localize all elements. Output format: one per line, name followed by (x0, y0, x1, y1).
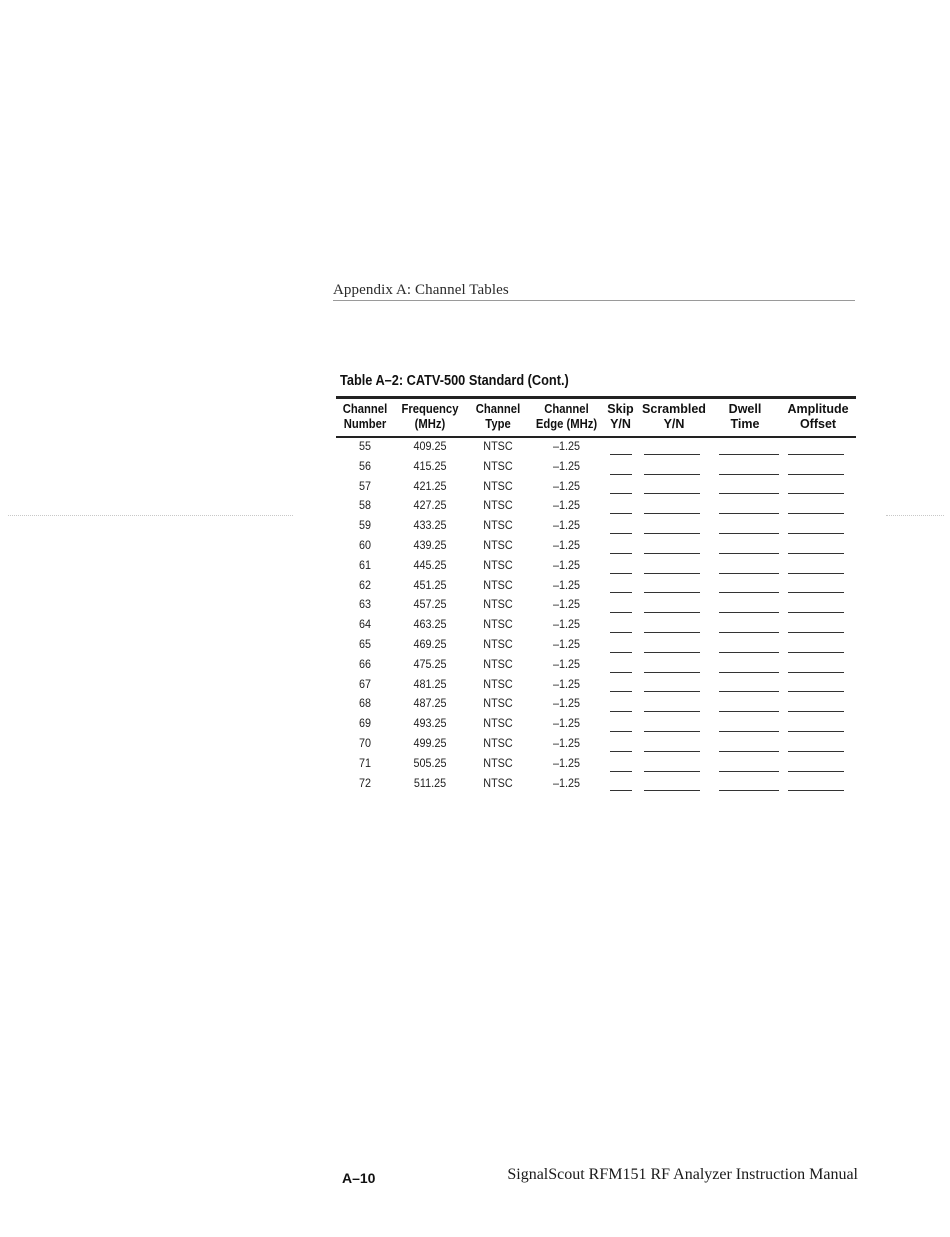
cell-channel-type: NTSC (483, 458, 513, 473)
blank-dwell-time (710, 596, 780, 616)
cell-frequency: 511.25 (413, 775, 447, 790)
fill-in-line (719, 652, 779, 653)
cell-channel-number: 55 (358, 439, 372, 453)
blank-scrambled (638, 616, 710, 636)
fill-in-line (788, 751, 844, 752)
cell-channel-edge: –1.25 (552, 617, 581, 632)
fill-in-line (644, 493, 700, 494)
cell-channel-number: 66 (358, 656, 372, 671)
fill-in-line (610, 493, 632, 494)
cell-channel-number: 70 (358, 735, 372, 750)
cell-channel-edge: –1.25 (552, 577, 581, 592)
fill-in-line (644, 672, 700, 673)
fill-in-line (610, 454, 632, 455)
fill-in-line (644, 612, 700, 613)
cell-channel-type: NTSC (483, 439, 513, 453)
blank-skip (603, 616, 638, 636)
fill-in-line (788, 474, 844, 475)
cell-channel-type: NTSC (483, 597, 513, 612)
fill-in-line (719, 592, 779, 593)
blank-skip (603, 695, 638, 715)
table-row (336, 517, 856, 537)
cell-frequency: 439.25 (413, 537, 447, 552)
cell-channel-type: NTSC (483, 716, 513, 731)
cell-channel-number: 68 (358, 696, 372, 711)
cell-channel-edge: –1.25 (552, 755, 581, 770)
fill-in-line (788, 672, 844, 673)
cell-frequency: 445.25 (413, 557, 447, 572)
cell-channel-edge: –1.25 (552, 636, 581, 651)
fill-in-line (719, 731, 779, 732)
fill-in-line (788, 691, 844, 692)
cell-frequency: 433.25 (413, 518, 447, 533)
blank-scrambled (638, 755, 710, 775)
blank-scrambled (638, 577, 710, 597)
blank-skip (603, 715, 638, 735)
blank-scrambled (638, 537, 710, 557)
blank-dwell-time (710, 577, 780, 597)
cell-frequency: 493.25 (413, 716, 447, 731)
blank-skip (603, 438, 638, 458)
cell-channel-edge: –1.25 (552, 696, 581, 711)
fill-in-line (788, 731, 844, 732)
cell-frequency: 505.25 (413, 755, 447, 770)
blank-amplitude-offset (780, 577, 856, 597)
cell-channel-number: 71 (358, 755, 372, 770)
fill-in-line (644, 553, 700, 554)
cell-frequency: 475.25 (413, 656, 447, 671)
blank-dwell-time (710, 676, 780, 696)
fill-in-line (644, 790, 700, 791)
fill-in-line (719, 612, 779, 613)
table-row (336, 656, 856, 676)
cell-channel-type: NTSC (483, 498, 513, 513)
blank-skip (603, 577, 638, 597)
fill-in-line (788, 573, 844, 574)
table-row (336, 616, 856, 636)
blank-scrambled (638, 497, 710, 517)
footer-manual-title: SignalScout RFM151 RF Analyzer Instruction Manual (507, 1166, 858, 1183)
blank-scrambled (638, 695, 710, 715)
blank-amplitude-offset (780, 537, 856, 557)
fill-in-line (719, 573, 779, 574)
blank-dwell-time (710, 438, 780, 458)
blank-amplitude-offset (780, 636, 856, 656)
fill-in-line (644, 632, 700, 633)
blank-scrambled (638, 775, 710, 795)
fill-in-line (719, 632, 779, 633)
column-header-channel-number: Channel Number (342, 402, 388, 431)
fill-in-line (788, 612, 844, 613)
table-header-row (336, 399, 856, 438)
fill-in-line (610, 553, 632, 554)
blank-dwell-time (710, 636, 780, 656)
blank-dwell-time (710, 656, 780, 676)
blank-dwell-time (710, 616, 780, 636)
blank-amplitude-offset (780, 735, 856, 755)
table-row (336, 735, 856, 755)
blank-scrambled (638, 596, 710, 616)
fill-in-line (644, 573, 700, 574)
cell-frequency: 409.25 (413, 439, 447, 453)
fill-in-line (610, 771, 632, 772)
blank-skip (603, 636, 638, 656)
cell-channel-type: NTSC (483, 537, 513, 552)
blank-amplitude-offset (780, 478, 856, 498)
fill-in-line (610, 592, 632, 593)
blank-amplitude-offset (780, 656, 856, 676)
blank-dwell-time (710, 478, 780, 498)
cell-channel-number: 63 (358, 597, 372, 612)
cell-channel-number: 57 (358, 478, 372, 493)
cell-channel-type: NTSC (483, 775, 513, 790)
fill-in-line (644, 751, 700, 752)
fill-in-line (610, 474, 632, 475)
cell-channel-type: NTSC (483, 577, 513, 592)
cell-channel-number: 67 (358, 676, 372, 691)
blank-dwell-time (710, 775, 780, 795)
cell-frequency: 463.25 (413, 617, 447, 632)
left-margin-dotted-line (8, 515, 293, 516)
cell-channel-type: NTSC (483, 735, 513, 750)
blank-skip (603, 478, 638, 498)
cell-channel-edge: –1.25 (552, 775, 581, 790)
cell-channel-number: 61 (358, 557, 372, 572)
fill-in-line (719, 513, 779, 514)
cell-channel-type: NTSC (483, 696, 513, 711)
cell-channel-number: 62 (358, 577, 372, 592)
fill-in-line (788, 790, 844, 791)
fill-in-line (788, 513, 844, 514)
fill-in-line (610, 573, 632, 574)
footer-page-number: A–10 (342, 1170, 376, 1186)
fill-in-line (610, 513, 632, 514)
blank-dwell-time (710, 497, 780, 517)
blank-amplitude-offset (780, 596, 856, 616)
fill-in-line (788, 592, 844, 593)
fill-in-line (719, 751, 779, 752)
cell-frequency: 421.25 (413, 478, 447, 493)
cell-channel-number: 59 (358, 518, 372, 533)
cell-channel-type: NTSC (483, 617, 513, 632)
cell-channel-edge: –1.25 (552, 537, 581, 552)
blank-amplitude-offset (780, 497, 856, 517)
table-row (336, 775, 856, 795)
fill-in-line (610, 612, 632, 613)
fill-in-line (644, 691, 700, 692)
blank-dwell-time (710, 715, 780, 735)
fill-in-line (644, 731, 700, 732)
table-row (336, 577, 856, 597)
cell-frequency: 451.25 (413, 577, 447, 592)
cell-channel-number: 60 (358, 537, 372, 552)
blank-dwell-time (710, 517, 780, 537)
blank-skip (603, 497, 638, 517)
blank-dwell-time (710, 735, 780, 755)
cell-frequency: 487.25 (413, 696, 447, 711)
cell-channel-number: 72 (358, 775, 372, 790)
cell-frequency: 457.25 (413, 597, 447, 612)
fill-in-line (719, 711, 779, 712)
cell-channel-type: NTSC (483, 755, 513, 770)
cell-channel-edge: –1.25 (552, 478, 581, 493)
blank-scrambled (638, 438, 710, 458)
section-header-rule (333, 300, 855, 301)
fill-in-line (610, 632, 632, 633)
table-body (336, 438, 856, 794)
table-row (336, 497, 856, 517)
fill-in-line (788, 771, 844, 772)
table-row (336, 557, 856, 577)
column-header-skip: Skip Y/N (607, 402, 634, 431)
cell-channel-number: 58 (358, 498, 372, 513)
fill-in-line (644, 474, 700, 475)
blank-dwell-time (710, 755, 780, 775)
blank-scrambled (638, 557, 710, 577)
cell-frequency: 481.25 (413, 676, 447, 691)
cell-channel-edge: –1.25 (552, 716, 581, 731)
fill-in-line (610, 790, 632, 791)
column-header-channel-type: Channel Type (475, 402, 521, 431)
blank-scrambled (638, 676, 710, 696)
blank-amplitude-offset (780, 557, 856, 577)
table-row (336, 695, 856, 715)
blank-skip (603, 458, 638, 478)
cell-channel-number: 56 (358, 458, 372, 473)
fill-in-line (788, 454, 844, 455)
blank-scrambled (638, 656, 710, 676)
cell-channel-edge: –1.25 (552, 735, 581, 750)
cell-channel-type: NTSC (483, 518, 513, 533)
cell-channel-number: 69 (358, 716, 372, 731)
fill-in-line (788, 632, 844, 633)
table-row (336, 478, 856, 498)
cell-frequency: 499.25 (413, 735, 447, 750)
blank-skip (603, 735, 638, 755)
cell-channel-edge: –1.25 (552, 458, 581, 473)
column-header-dwell-time: Dwell Time (728, 402, 762, 431)
blank-amplitude-offset (780, 616, 856, 636)
table-row (336, 676, 856, 696)
fill-in-line (788, 553, 844, 554)
fill-in-line (719, 493, 779, 494)
fill-in-line (644, 533, 700, 534)
channel-table (336, 396, 856, 794)
fill-in-line (610, 691, 632, 692)
table-row (336, 458, 856, 478)
blank-scrambled (638, 735, 710, 755)
cell-channel-number: 64 (358, 617, 372, 632)
cell-channel-edge: –1.25 (552, 597, 581, 612)
fill-in-line (644, 652, 700, 653)
fill-in-line (610, 711, 632, 712)
fill-in-line (719, 790, 779, 791)
blank-amplitude-offset (780, 695, 856, 715)
blank-skip (603, 537, 638, 557)
fill-in-line (644, 711, 700, 712)
fill-in-line (788, 493, 844, 494)
cell-channel-type: NTSC (483, 656, 513, 671)
cell-channel-type: NTSC (483, 636, 513, 651)
cell-frequency: 469.25 (413, 636, 447, 651)
right-margin-dotted-line (886, 515, 944, 516)
blank-scrambled (638, 458, 710, 478)
blank-skip (603, 517, 638, 537)
cell-channel-type: NTSC (483, 676, 513, 691)
fill-in-line (644, 771, 700, 772)
fill-in-line (644, 513, 700, 514)
fill-in-line (719, 553, 779, 554)
cell-channel-edge: –1.25 (552, 498, 581, 513)
blank-amplitude-offset (780, 458, 856, 478)
blank-skip (603, 755, 638, 775)
cell-channel-edge: –1.25 (552, 676, 581, 691)
blank-dwell-time (710, 537, 780, 557)
fill-in-line (644, 592, 700, 593)
fill-in-line (610, 672, 632, 673)
blank-amplitude-offset (780, 715, 856, 735)
table-title: Table A–2: CATV-500 Standard (Cont.) (340, 373, 569, 389)
cell-frequency: 415.25 (413, 458, 447, 473)
fill-in-line (788, 533, 844, 534)
fill-in-line (719, 474, 779, 475)
column-header-scrambled: Scrambled Y/N (642, 402, 706, 431)
cell-channel-number: 65 (358, 636, 372, 651)
fill-in-line (610, 533, 632, 534)
table-row (336, 715, 856, 735)
table-row (336, 636, 856, 656)
blank-dwell-time (710, 695, 780, 715)
column-header-amplitude-offset: Amplitude Offset (787, 402, 849, 431)
fill-in-line (610, 731, 632, 732)
blank-skip (603, 596, 638, 616)
fill-in-line (610, 751, 632, 752)
cell-channel-type: NTSC (483, 557, 513, 572)
cell-channel-edge: –1.25 (552, 557, 581, 572)
blank-skip (603, 676, 638, 696)
blank-amplitude-offset (780, 676, 856, 696)
fill-in-line (610, 652, 632, 653)
blank-scrambled (638, 636, 710, 656)
fill-in-line (788, 711, 844, 712)
cell-channel-edge: –1.25 (552, 656, 581, 671)
fill-in-line (719, 771, 779, 772)
table-row (336, 537, 856, 557)
cell-frequency: 427.25 (413, 498, 447, 513)
blank-amplitude-offset (780, 775, 856, 795)
fill-in-line (719, 672, 779, 673)
blank-skip (603, 656, 638, 676)
section-header: Appendix A: Channel Tables (333, 282, 509, 298)
blank-dwell-time (710, 557, 780, 577)
fill-in-line (719, 691, 779, 692)
column-header-frequency: Frequency (MHz) (401, 402, 459, 431)
blank-scrambled (638, 715, 710, 735)
fill-in-line (788, 652, 844, 653)
table-row (336, 438, 856, 458)
fill-in-line (719, 533, 779, 534)
blank-scrambled (638, 478, 710, 498)
cell-channel-edge: –1.25 (552, 439, 581, 453)
blank-dwell-time (710, 458, 780, 478)
blank-amplitude-offset (780, 438, 856, 458)
blank-skip (603, 775, 638, 795)
column-header-channel-edge: Channel Edge (MHz) (535, 402, 598, 431)
blank-scrambled (638, 517, 710, 537)
table-row (336, 755, 856, 775)
cell-channel-type: NTSC (483, 478, 513, 493)
blank-skip (603, 557, 638, 577)
cell-channel-edge: –1.25 (552, 518, 581, 533)
blank-amplitude-offset (780, 755, 856, 775)
fill-in-line (644, 454, 700, 455)
blank-amplitude-offset (780, 517, 856, 537)
fill-in-line (719, 454, 779, 455)
table-row (336, 596, 856, 616)
